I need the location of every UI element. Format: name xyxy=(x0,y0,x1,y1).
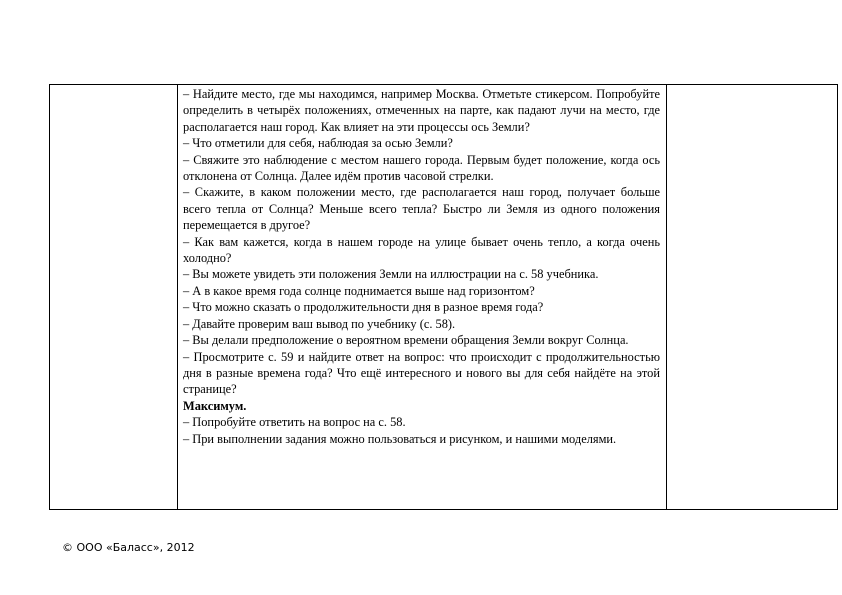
paragraph: – А в какое время года солнце поднимается выше над горизонтом? xyxy=(183,283,535,298)
paragraph: – Найдите место, где мы находимся, например Москва. Отметьте стикерсом. Попробуйте определить в четырёх положениях, отмеченных на парте, как падают лучи на место, где располагается наш город. Как влияет на эти процессы ось Земли? xyxy=(183,87,660,134)
section-heading: Максимум. xyxy=(183,398,247,413)
paragraph: – Скажите, в каком положении место, где располагается наш город, получает больше всего тепла от Солнца? Меньше всего тепла? Быстро ли Земля из одного положения перемещается в другое? xyxy=(183,185,660,233)
paragraph: – Как вам кажется, когда в нашем городе на улице бывает очень тепло, а когда очень холодно? xyxy=(183,234,660,266)
paragraph: – Просмотрите с. 59 и найдите ответ на вопрос: что происходит с продолжительностью дня в разные времена года? Что ещё интересного и нового вы для себя найдёте на этой странице? xyxy=(183,349,660,397)
paragraph: – Что можно сказать о продолжительности дня в разное время года? xyxy=(183,300,544,315)
lesson-table xyxy=(49,84,838,510)
paragraph: – Свяжите это наблюдение с местом нашего города. Первым будет положение, когда ось отклонена от Солнца. Далее идём против часовой стрелки. xyxy=(183,152,660,184)
column-divider-left xyxy=(177,85,178,509)
paragraph: – Давайте проверим ваш вывод по учебнику (с. 58). xyxy=(183,316,456,331)
paragraph: – Что отметили для себя, наблюдая за осью Земли? xyxy=(183,136,453,151)
column-divider-right xyxy=(666,85,667,509)
paragraph: – При выполнении задания можно пользоваться и рисунком, и нашими моделями. xyxy=(183,431,617,446)
copyright-footer: © ООО «Баласс», 2012 xyxy=(62,541,195,554)
teacher-activity-cell xyxy=(183,86,660,447)
paragraph: – Вы делали предположение о вероятном времени обращения Земли вокруг Солнца. xyxy=(183,333,629,348)
paragraph: – Вы можете увидеть эти положения Земли на иллюстрации на с. 58 учебника. xyxy=(183,267,599,282)
paragraph: – Попробуйте ответить на вопрос на с. 58. xyxy=(183,415,406,430)
